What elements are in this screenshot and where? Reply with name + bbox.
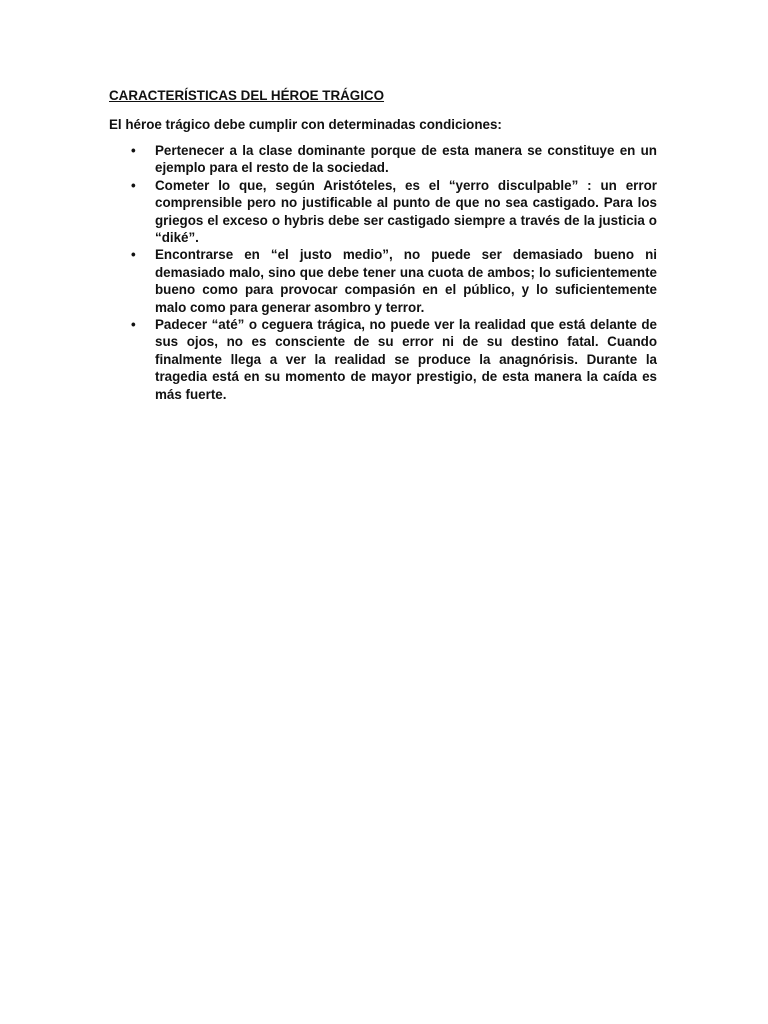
list-item-text: Cometer lo que, según Aristóteles, es el “yerro disculpable” : un error comprensible pero no justificable al punto de que no sea castigado. Para los griegos el exceso o hybris debe ser castigado siempre a través de la justicia o “diké”.	[155, 177, 657, 246]
bullet-icon: •	[131, 247, 136, 263]
list-item	[109, 316, 657, 403]
intro-paragraph: El héroe trágico debe cumplir con determinadas condiciones:	[109, 117, 502, 132]
list-item-text: Encontrarse en “el justo medio”, no puede ser demasiado bueno ni demasiado malo, sino que debe tener una cuota de ambos; lo suficientemente bueno como para provocar compasión en el público, y lo suficientemente malo como para generar asombro y terror.	[155, 247, 657, 315]
list-item	[109, 142, 657, 177]
conditions-list	[109, 142, 657, 403]
list-item-text: Pertenecer a la clase dominante porque de esta manera se constituye en un ejemplo para el resto de la sociedad.	[155, 143, 657, 176]
list-item-text: Padecer “até” o ceguera trágica, no puede ver la realidad que está delante de sus ojos, no es consciente de su error ni de su destino fatal. Cuando finalmente llega a ver la realidad se produce la anagnórisis. Durante la tragedia está en su momento de mayor prestigio, de esta manera la caída es más fuerte.	[155, 317, 657, 402]
document-title: CARACTERÍSTICAS DEL HÉROE TRÁGICO	[109, 88, 385, 103]
list-item	[109, 177, 657, 247]
bullet-icon: •	[131, 177, 136, 193]
list-item	[109, 246, 657, 316]
bullet-icon: •	[131, 143, 136, 158]
bullet-icon: •	[131, 317, 136, 333]
